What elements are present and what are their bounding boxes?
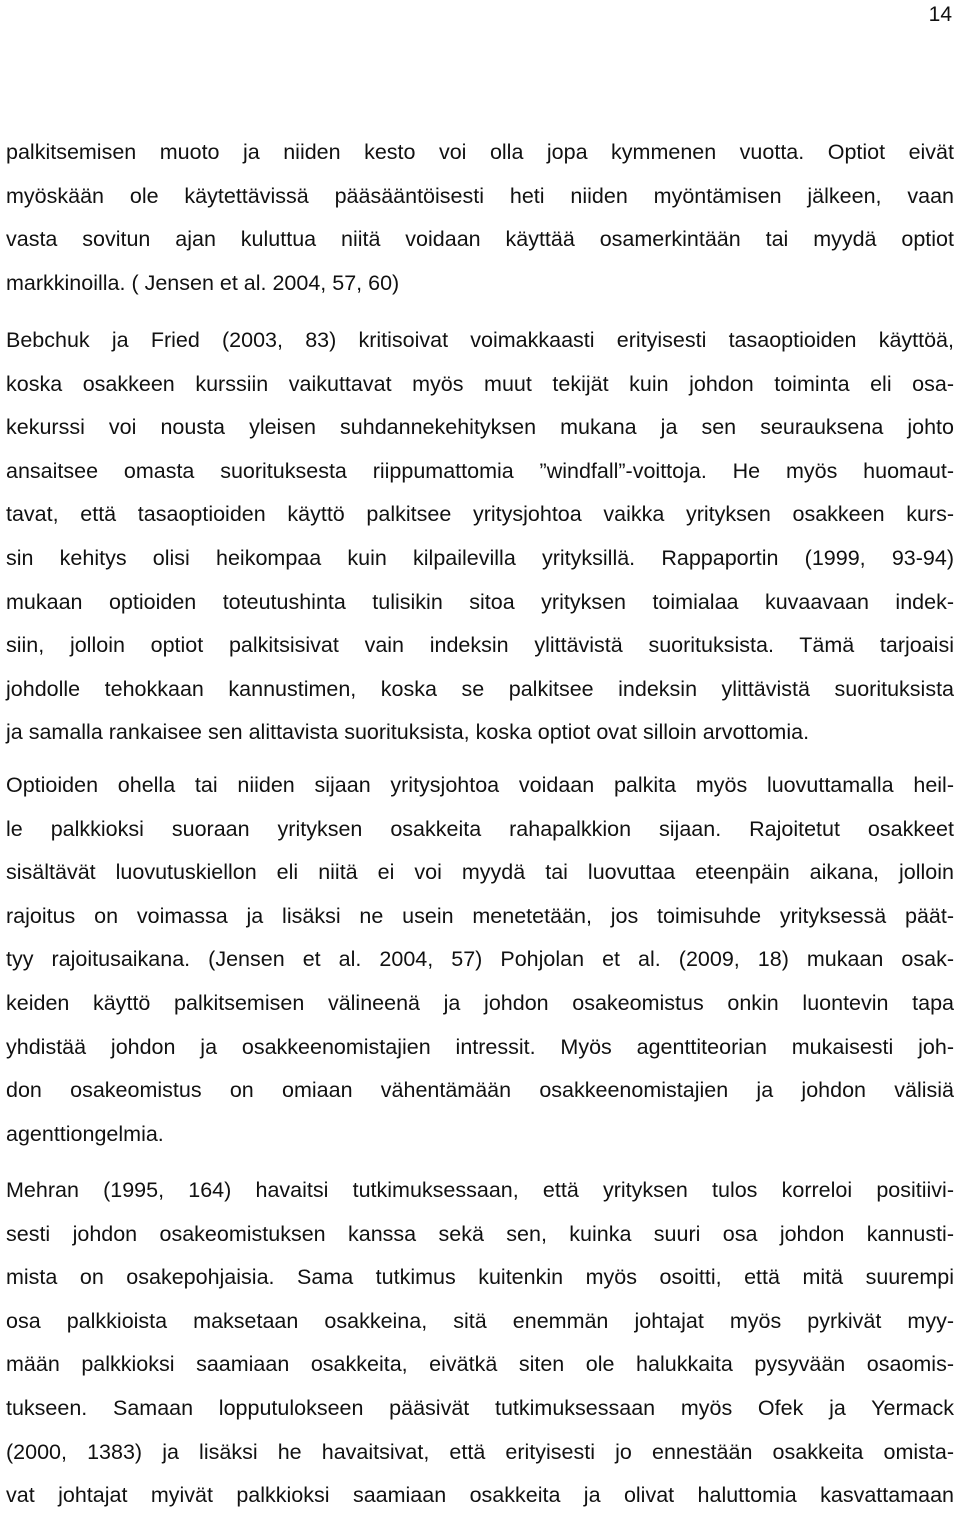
text-line: tavat, että tasaoptioiden käyttö palkitsee yritysjohtoa vaikka yrityksen osakkeen kurs- [6, 502, 954, 527]
paragraph-options-duration [6, 131, 954, 305]
text-line: ja samalla rankaisee sen alittavista suorituksista, koska optiot ovat silloin arvottomia. [6, 720, 810, 745]
text-line: Mehran (1995, 164) havaitsi tutkimuksessaan, että yrityksen tulos korreloi positiivi- [6, 1178, 954, 1202]
text-line: (2000, 1383) ja lisäksi he havaitsivat, että erityisesti jo ennestään osakkeita omista- [6, 1439, 954, 1464]
text-line: mista on osakepohjaisia. Sama tutkimus kuitenkin myös osoitti, että mitä suurempi [6, 1265, 954, 1290]
text-line: yhdistää johdon ja osakkeenomistajien intressit. Myös agenttiteorian mukaisesti joh- [6, 1034, 954, 1059]
text-line: sesti johdon osakeomistuksen kanssa sekä sen, kuinka suuri osa johdon kannusti- [6, 1221, 954, 1246]
text-line: kekurssi voi nousta yleisen suhdannekehityksen mukana ja sen seurauksena johto [6, 415, 954, 440]
text-line: markkinoilla. ( Jensen et al. 2004, 57, 60) [6, 270, 400, 295]
text-line: don osakeomistus on omiaan vähentämään osakkeenomistajien ja johdon välisiä [6, 1078, 954, 1103]
text-line: tyy rajoitusaikana. (Jensen et al. 2004, 57) Pohjolan et al. (2009, 18) mukaan osak- [6, 947, 954, 972]
text-line: sin kehitys olisi heikompaa kuin kilpailevilla yrityksillä. Rappaportin (1999, 93-94) [6, 545, 954, 570]
text-line: siin, jolloin optiot palkitsisivat vain indeksin ylittävistä suorituksista. Tämä tarjoaisi [6, 633, 954, 658]
text-line: vat johtajat myivät palkkioksi saamiaan osakkeita ja olivat haluttomia kasvattamaan [6, 1483, 954, 1508]
text-line: mukaan optioiden toteutushinta tulisikin sitoa yrityksen toimialaa kuvaavaan indek- [6, 589, 954, 614]
paragraph-bebchuk-fried [6, 319, 954, 755]
text-line: osa palkkioista maksetaan osakkeina, sitä enemmän johtajat myös pyrkivät myy- [6, 1308, 954, 1333]
text-line: sisältävät luovutuskiellon eli niitä ei voi myydä tai luovuttaa eteenpäin aikana, jolloin [6, 860, 954, 885]
text-line: keiden käyttö palkitsemisen välineenä ja johdon osakeomistus onkin luontevin tapa [6, 990, 954, 1015]
page-number: 14 [928, 3, 952, 26]
text-line: Optioiden ohella tai niiden sijaan yritysjohtoa voidaan palkita myös luovuttamalla heil- [6, 773, 954, 797]
text-line: mään palkkioksi saamiaan osakkeita, eivätkä siten ole halukkaita pysyvään osaomis- [6, 1352, 954, 1377]
text-line: Bebchuk ja Fried (2003, 83) kritisoivat voimakkaasti erityisesti tasaoptioiden käyttöä, [6, 328, 954, 352]
text-line: johdolle tehokkaan kannustimen, koska se palkitsee indeksin ylittävistä suorituksista [6, 676, 954, 701]
paragraph-mehran [6, 1169, 954, 1518]
text-line: le palkkioksi suoraan yrityksen osakkeita rahapalkkion sijaan. Rajoitetut osakkeet [6, 816, 954, 841]
text-line: palkitsemisen muoto ja niiden kesto voi olla jopa kymmenen vuotta. Optiot eivät [6, 140, 954, 164]
text-line: rajoitus on voimassa ja lisäksi ne usein menetetään, jos toimisuhde yrityksessä päät- [6, 903, 954, 928]
text-line: koska osakkeen kurssiin vaikuttavat myös muut tekijät kuin johdon toiminta eli osa- [6, 371, 954, 396]
text-line: myöskään ole käytettävissä pääsääntöisesti heti niiden myöntämisen jälkeen, vaan [6, 183, 954, 208]
text-line: vasta sovitun ajan kuluttua niitä voidaan käyttää osamerkintään tai myydä optiot [6, 227, 954, 252]
text-line: ansaitsee omasta suorituksesta riippumattomia ”windfall”-voittoja. He myös huomaut- [6, 458, 954, 483]
text-line: tukseen. Samaan lopputulokseen pääsivät tutkimuksessaan myös Ofek ja Yermack [6, 1395, 954, 1420]
paragraph-restricted-shares [6, 764, 954, 1156]
text-line: agenttiongelmia. [6, 1121, 164, 1146]
